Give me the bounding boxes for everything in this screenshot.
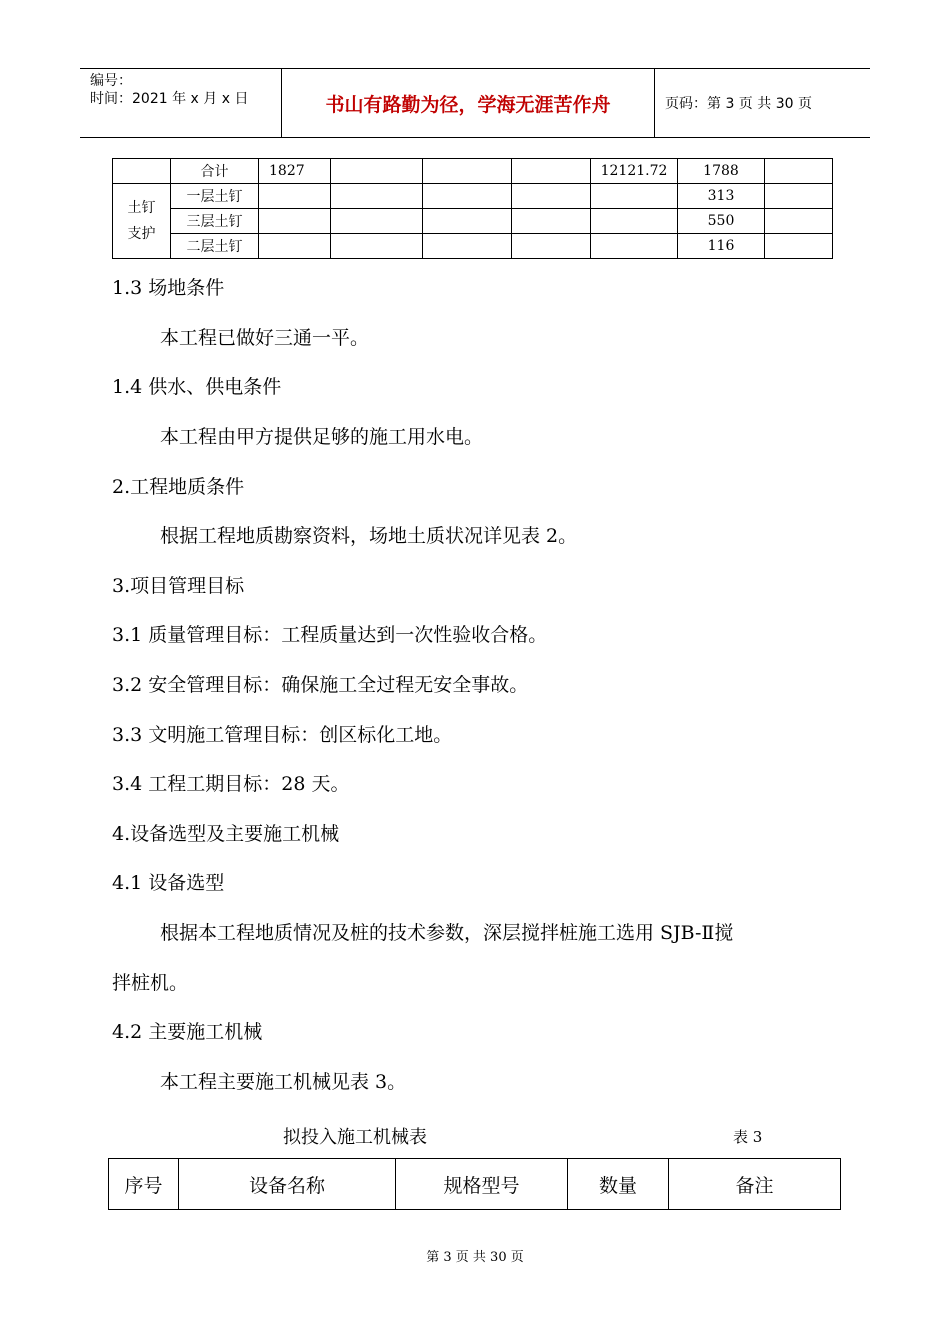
table-cell xyxy=(423,159,512,184)
table-cell xyxy=(259,209,331,234)
table-cell xyxy=(765,209,833,234)
table-cell: 550 xyxy=(678,209,765,234)
paragraph: 3.4 工程工期目标：28 天。 xyxy=(112,773,350,795)
table-header-row xyxy=(109,1159,841,1210)
table-cell xyxy=(331,184,423,209)
table-title: 拟投入施工机械表 xyxy=(283,1127,427,1148)
table-cell xyxy=(765,184,833,209)
table-cell: 一层土钉 xyxy=(171,184,259,209)
table-cell: 116 xyxy=(678,234,765,259)
table-cell xyxy=(423,234,512,259)
table-cell: 1827 xyxy=(259,159,331,184)
paragraph-continued: 拌桩机。 xyxy=(112,972,189,994)
section-heading: 4.2 主要施工机械 xyxy=(112,1021,263,1043)
paragraph: 本工程主要施工机械见表 3。 xyxy=(160,1071,407,1093)
paragraph: 3.3 文明施工管理目标：创区标化工地。 xyxy=(112,724,453,746)
table-cell xyxy=(512,234,591,259)
table-cell xyxy=(113,159,171,184)
group-label-line: 支护 xyxy=(127,226,156,242)
table-cell xyxy=(259,234,331,259)
column-header: 设备名称 xyxy=(179,1159,396,1210)
table-cell xyxy=(331,234,423,259)
table-cell: 合计 xyxy=(171,159,259,184)
section-heading: 1.3 场地条件 xyxy=(112,277,225,299)
paragraph: 本工程已做好三通一平。 xyxy=(160,327,370,349)
page-footer: 第 3 页 共 30 页 xyxy=(426,1250,524,1265)
table-cell: 二层土钉 xyxy=(171,234,259,259)
table-number: 表 3 xyxy=(733,1128,763,1146)
header-meta xyxy=(80,69,282,137)
document-number-label: 编号： xyxy=(90,73,132,89)
table-row xyxy=(113,159,833,184)
table-cell xyxy=(765,234,833,259)
table-row xyxy=(113,234,833,259)
table-row xyxy=(113,209,833,234)
column-header: 序号 xyxy=(109,1159,179,1210)
table-cell xyxy=(331,209,423,234)
table-cell xyxy=(423,209,512,234)
table-cell xyxy=(259,184,331,209)
table-cell xyxy=(591,209,678,234)
column-header: 规格型号 xyxy=(396,1159,568,1210)
page-header xyxy=(80,68,870,138)
group-label xyxy=(113,184,171,259)
table-cell: 1788 xyxy=(678,159,765,184)
table-cell xyxy=(591,184,678,209)
table-cell xyxy=(591,234,678,259)
soil-nail-table xyxy=(112,158,833,259)
table-row xyxy=(113,184,833,209)
header-motto: 书山有路勤为径，学海无涯苦作舟 xyxy=(282,69,655,137)
paragraph: 根据工程地质勘察资料，场地土质状况详见表 2。 xyxy=(160,525,578,547)
section-heading: 4.设备选型及主要施工机械 xyxy=(112,823,340,845)
column-header: 备注 xyxy=(669,1159,841,1210)
document-date: 时间：2021 年 x 月 x 日 xyxy=(90,91,249,107)
group-label-line: 土钉 xyxy=(127,200,156,216)
paragraph: 根据本工程地质情况及桩的技术参数，深层搅拌桩施工选用 SJB-Ⅱ搅 xyxy=(160,922,734,944)
paragraph: 3.1 质量管理目标：工程质量达到一次性验收合格。 xyxy=(112,624,548,646)
paragraph: 3.2 安全管理目标：确保施工全过程无安全事故。 xyxy=(112,674,529,696)
section-heading: 3.项目管理目标 xyxy=(112,575,245,597)
paragraph: 本工程由甲方提供足够的施工用水电。 xyxy=(160,426,484,448)
table-cell: 三层土钉 xyxy=(171,209,259,234)
table-cell xyxy=(423,184,512,209)
table-cell xyxy=(765,159,833,184)
table-cell xyxy=(512,209,591,234)
section-heading: 4.1 设备选型 xyxy=(112,872,225,894)
header-page-info: 页码：第 3 页 共 30 页 xyxy=(665,96,812,112)
section-heading: 1.4 供水、供电条件 xyxy=(112,376,282,398)
machinery-table xyxy=(108,1158,841,1210)
table-cell xyxy=(512,159,591,184)
column-header: 数量 xyxy=(568,1159,669,1210)
table-cell: 12121.72 xyxy=(591,159,678,184)
table-cell: 313 xyxy=(678,184,765,209)
table-cell xyxy=(512,184,591,209)
section-heading: 2.工程地质条件 xyxy=(112,476,245,498)
table-cell xyxy=(331,159,423,184)
